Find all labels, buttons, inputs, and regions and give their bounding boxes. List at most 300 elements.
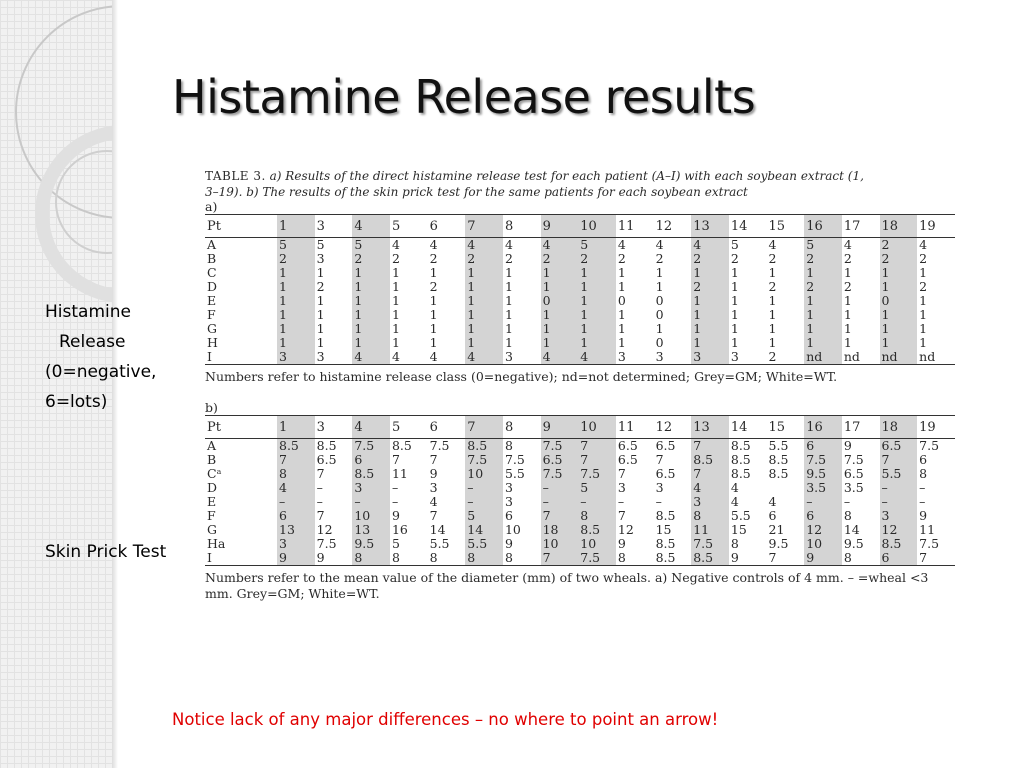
table-cell: 8 xyxy=(616,551,654,566)
patient-label: Cᵃ xyxy=(207,467,222,481)
table-cell: 1 xyxy=(465,266,503,280)
table-cell: 4 xyxy=(768,495,777,509)
table-row xyxy=(205,551,955,566)
table-cell: 3 xyxy=(277,350,315,365)
table-cell: 12 xyxy=(804,523,842,537)
table-cell: 1 xyxy=(804,266,842,280)
table-cell: – xyxy=(919,481,926,495)
table-cell: 2 xyxy=(541,252,579,266)
table-cell: 1 xyxy=(316,266,325,280)
column-header: 10 xyxy=(578,416,616,439)
table-cell: – xyxy=(465,495,503,509)
table-cell: 3 xyxy=(655,481,664,495)
table-cell: 6 xyxy=(277,509,315,523)
column-header: 15 xyxy=(767,215,805,238)
table-cell: 7 xyxy=(691,467,729,481)
column-header: 8 xyxy=(503,416,541,439)
table-cell: 4 xyxy=(541,238,579,253)
table-row xyxy=(205,453,955,467)
table-cell: 1 xyxy=(465,280,503,294)
table-header-row xyxy=(205,215,955,238)
table-caption-line: 3–19). b) The results of the skin prick test for the same patients for each soybean extract xyxy=(205,185,748,199)
table-caption xyxy=(205,168,955,200)
table-cell: 2 xyxy=(429,252,438,266)
table-cell: 1 xyxy=(880,336,918,350)
table-cell: 1 xyxy=(541,266,579,280)
table-cell: 14 xyxy=(429,523,446,537)
table-cell: 2 xyxy=(617,252,626,266)
column-header: 6 xyxy=(428,215,466,238)
table-cell: – xyxy=(880,481,918,495)
table-cell: 0 xyxy=(655,308,664,322)
table-cell: 10 xyxy=(465,467,503,481)
table-cell: 1 xyxy=(429,308,438,322)
table-cell: 6.5 xyxy=(316,453,337,467)
table-cell: 8 xyxy=(691,509,729,523)
table-cell: 1 xyxy=(919,266,928,280)
table-cell: 9 xyxy=(504,537,513,551)
table-row xyxy=(205,495,955,509)
table-cell: 4 xyxy=(391,237,400,252)
table-cell: 1 xyxy=(880,322,918,336)
table-row xyxy=(205,238,955,253)
table-cell: 8 xyxy=(843,509,852,523)
table-cell: – xyxy=(391,481,399,495)
table-cell: 1 xyxy=(804,336,842,350)
table-cell: 2 xyxy=(578,252,616,266)
table-cell: 1 xyxy=(843,336,852,350)
table-cell: 8.5 xyxy=(352,467,390,481)
table-cell: 1 xyxy=(730,280,739,294)
table-cell: 4 xyxy=(428,350,466,365)
column-header: 19 xyxy=(917,215,955,238)
table-cell: 7.5 xyxy=(541,467,579,481)
table-cell: 9 xyxy=(729,551,767,566)
table-cell: 1 xyxy=(617,336,626,350)
table-cell: 4 xyxy=(277,481,315,495)
table-cell: 4 xyxy=(655,237,664,252)
column-header: 9 xyxy=(541,215,579,238)
patient-label: G xyxy=(207,523,217,537)
table-number: TABLE 3. xyxy=(205,169,266,183)
table-cell: 8.5 xyxy=(391,438,412,453)
table-cell: 1 xyxy=(655,322,664,336)
table-cell: 10 xyxy=(578,537,616,551)
table-cell: 7 xyxy=(767,551,805,566)
table-cell: 1 xyxy=(691,294,729,308)
footer-note: Notice lack of any major differences – no where to point an arrow! xyxy=(172,710,719,729)
table-cell: – xyxy=(465,481,503,495)
table-cell: 9 xyxy=(804,551,842,566)
table-cell: 3.5 xyxy=(804,481,842,495)
table-cell: – xyxy=(919,495,926,509)
column-header: 3 xyxy=(315,416,353,439)
column-header: 14 xyxy=(729,215,767,238)
column-header: 5 xyxy=(390,416,428,439)
table-cell: nd xyxy=(880,350,918,365)
table-cell: 1 xyxy=(617,266,626,280)
table-cell: 7.5 xyxy=(541,439,579,454)
table-cell: 1 xyxy=(391,294,400,308)
table-cell: 6.5 xyxy=(843,467,864,481)
table-cell: 1 xyxy=(316,322,325,336)
table-cell: 8.5 xyxy=(768,453,789,467)
table-caption-line: a) Results of the direct histamine release test for each patient (A–I) with each soybean extract (1, xyxy=(269,169,864,183)
patient-label: D xyxy=(207,280,218,294)
table-cell: 7 xyxy=(917,551,955,566)
column-header: 7 xyxy=(465,215,503,238)
table-cell: 1 xyxy=(730,266,739,280)
table-cell: 7.5 xyxy=(691,537,729,551)
table-cell: 5.5 xyxy=(730,509,751,523)
table-cell: 1 xyxy=(316,336,325,350)
patient-label: H xyxy=(207,336,218,350)
column-header: 13 xyxy=(691,215,729,238)
table-cell: 7.5 xyxy=(804,453,842,467)
table-cell: 8 xyxy=(465,551,503,566)
table-cell: 4 xyxy=(730,481,739,495)
table-cell: 1 xyxy=(277,322,315,336)
section-a-label: a) xyxy=(205,199,218,214)
table-cell: 1 xyxy=(578,280,616,294)
table-cell: 8.5 xyxy=(654,551,692,566)
table-cell: 8.5 xyxy=(730,467,751,481)
table-cell: – xyxy=(655,495,662,509)
patient-label: E xyxy=(207,294,217,308)
table-cell: 7 xyxy=(655,453,664,467)
table-cell: 0 xyxy=(655,336,664,350)
table-cell: 1 xyxy=(730,336,739,350)
table-cell: – xyxy=(316,481,323,495)
table-cell: 1 xyxy=(843,308,852,322)
table-cell: 8 xyxy=(277,467,315,481)
column-header: 6 xyxy=(428,416,466,439)
table-cell: 8.5 xyxy=(730,438,751,453)
table-cell: 0 xyxy=(655,294,664,308)
table-cell: 7 xyxy=(429,509,438,523)
table-cell: 4 xyxy=(691,238,729,253)
table-cell: 2 xyxy=(429,280,438,294)
table-cell: 9 xyxy=(391,509,400,523)
table-cell: 4 xyxy=(843,237,852,252)
table-cell: 1 xyxy=(880,266,918,280)
table-cell: 7.5 xyxy=(352,439,390,454)
table-cell: 5 xyxy=(578,238,616,253)
table-cell: 3 xyxy=(617,481,626,495)
table-cell: – xyxy=(843,495,851,509)
table-row xyxy=(205,308,955,322)
table-cell: 8.5 xyxy=(880,537,918,551)
table-cell: – xyxy=(617,495,625,509)
table-cell: 9.5 xyxy=(843,537,864,551)
table-cell: 1 xyxy=(504,294,513,308)
table-cell: 12 xyxy=(316,523,333,537)
table-cell: 5 xyxy=(465,509,503,523)
column-header: 8 xyxy=(503,215,541,238)
column-header: 15 xyxy=(767,416,805,439)
table-cell: 2 xyxy=(655,252,664,266)
slide-title: Histamine Release results xyxy=(172,70,756,124)
table-row xyxy=(205,322,955,336)
table-cell: 1 xyxy=(804,294,842,308)
table-cell: 1 xyxy=(465,336,503,350)
table-cell: 7 xyxy=(316,467,325,481)
table-row xyxy=(205,294,955,308)
table-cell: 4 xyxy=(429,237,438,252)
patient-label: A xyxy=(207,237,217,252)
table-row xyxy=(205,481,955,495)
table-cell: 4 xyxy=(768,237,777,252)
table-cell: 5 xyxy=(730,237,739,252)
table-cell: – xyxy=(541,481,579,495)
table-cell: 7.5 xyxy=(465,453,503,467)
table-cell: 1 xyxy=(768,294,777,308)
skin-prick-test-table xyxy=(205,415,955,566)
table-cell: 2 xyxy=(767,350,805,365)
table-cell: 8.5 xyxy=(691,453,729,467)
table-cell: 2 xyxy=(919,280,928,294)
table-cell: 3.5 xyxy=(843,481,864,495)
column-header: 3 xyxy=(315,215,353,238)
table-cell: 7.5 xyxy=(504,453,525,467)
table-cell: 3 xyxy=(616,350,654,365)
table-row xyxy=(205,280,955,294)
column-header: 18 xyxy=(880,215,918,238)
table-cell: 10 xyxy=(541,537,579,551)
table-cell: 6 xyxy=(804,509,842,523)
table-cell: 5.5 xyxy=(880,467,918,481)
table-cell: 7 xyxy=(277,453,315,467)
column-header: 7 xyxy=(465,416,503,439)
table-cell: 6.5 xyxy=(880,439,918,454)
table-cell: 1 xyxy=(429,336,438,350)
table-cell: 1 xyxy=(691,322,729,336)
table-cell: 6.5 xyxy=(617,453,638,467)
table-cell: 7 xyxy=(578,439,616,454)
table-cell: 1 xyxy=(541,308,579,322)
table-cell: 8 xyxy=(504,438,513,453)
table-cell: 5 xyxy=(316,237,325,252)
table-cell: 8.5 xyxy=(655,509,676,523)
table-row xyxy=(205,523,955,537)
table-cell: 1 xyxy=(843,322,852,336)
table-cell: 4 xyxy=(578,350,616,365)
table-cell: 1 xyxy=(465,308,503,322)
table-header-row xyxy=(205,416,955,439)
table-cell: 1 xyxy=(541,280,579,294)
table-cell: 1 xyxy=(578,336,616,350)
table-cell: 7 xyxy=(880,453,918,467)
table-cell: 1 xyxy=(277,294,315,308)
column-header: Pt xyxy=(205,215,277,238)
table-cell: 15 xyxy=(655,523,672,537)
table-cell: 3 xyxy=(880,509,918,523)
skin-prick-test-label: Skin Prick Test xyxy=(45,542,167,562)
table-cell: 2 xyxy=(880,238,918,253)
table-cell: 1 xyxy=(352,322,390,336)
table-cell: 8 xyxy=(352,551,390,566)
table-cell: 4 xyxy=(390,350,428,365)
table-cell: 1 xyxy=(541,336,579,350)
table-cell: 1 xyxy=(391,280,400,294)
table-cell: 9.5 xyxy=(352,537,390,551)
table-cell: 1 xyxy=(352,336,390,350)
table-cell: 5 xyxy=(352,238,390,253)
table-cell: 3 xyxy=(729,350,767,365)
table-cell: nd xyxy=(804,350,842,365)
table-cell: 1 xyxy=(578,308,616,322)
table-cell: 1 xyxy=(504,322,513,336)
table-cell: 1 xyxy=(730,308,739,322)
table-cell: 7.5 xyxy=(429,438,450,453)
table-cell: 2 xyxy=(691,280,729,294)
table-cell: 4 xyxy=(730,495,739,509)
table-cell: 1 xyxy=(804,322,842,336)
table-cell: 5 xyxy=(391,537,400,551)
column-header: 13 xyxy=(691,416,729,439)
patient-label: Ha xyxy=(207,537,226,551)
table-cell: 6 xyxy=(768,509,777,523)
section-b-label: b) xyxy=(205,400,218,415)
table-cell: 7.5 xyxy=(919,537,940,551)
table-cell xyxy=(767,481,805,495)
table-cell: 1 xyxy=(277,266,315,280)
table-cell: 9 xyxy=(315,551,353,566)
table-cell: 1 xyxy=(429,322,438,336)
column-header: 16 xyxy=(804,416,842,439)
column-header: 11 xyxy=(616,416,654,439)
table-cell: 1 xyxy=(277,308,315,322)
table-cell: 8.5 xyxy=(655,537,676,551)
table-cell: nd xyxy=(842,350,880,365)
table-cell: 6.5 xyxy=(655,438,676,453)
table-cell: 8.5 xyxy=(277,439,315,454)
table-cell: 3 xyxy=(352,481,390,495)
table-cell: 6 xyxy=(352,453,390,467)
table-cell: 2 xyxy=(730,252,739,266)
table-cell: 7.5 xyxy=(316,537,337,551)
table-cell: 7 xyxy=(617,467,626,481)
table-cell: 3 xyxy=(316,252,325,266)
table-cell: 2 xyxy=(843,280,852,294)
patient-label: A xyxy=(207,438,217,453)
column-header: 14 xyxy=(729,416,767,439)
table-cell: 1 xyxy=(277,280,315,294)
patient-label: B xyxy=(207,252,217,266)
table-cell: 2 xyxy=(804,252,842,266)
table-cell: 3 xyxy=(504,495,513,509)
table-cell: 14 xyxy=(843,523,860,537)
table-cell: – xyxy=(880,495,918,509)
table-cell: 1 xyxy=(919,294,928,308)
table-cell: 1 xyxy=(617,322,626,336)
table-cell: 2 xyxy=(804,280,842,294)
table-cell: 1 xyxy=(429,266,438,280)
table-cell: 3 xyxy=(315,350,353,365)
table-cell: – xyxy=(578,495,616,509)
table-cell: 1 xyxy=(843,266,852,280)
table-cell: 9 xyxy=(429,467,438,481)
table-cell: 0 xyxy=(880,294,918,308)
table-cell: – xyxy=(352,495,390,509)
table-cell: 1 xyxy=(504,266,513,280)
table-cell: 3 xyxy=(691,495,729,509)
table-cell: 2 xyxy=(277,252,315,266)
table-cell: 0 xyxy=(617,294,626,308)
table-cell: 4 xyxy=(504,237,513,252)
table-cell: 6.5 xyxy=(541,453,579,467)
patient-label: I xyxy=(205,350,277,365)
table-cell: 11 xyxy=(919,523,936,537)
table-cell: 9 xyxy=(919,509,928,523)
patient-label: D xyxy=(207,481,218,495)
table-cell: 13 xyxy=(277,523,315,537)
table-row xyxy=(205,509,955,523)
table-cell: 1 xyxy=(391,336,400,350)
column-header: 17 xyxy=(842,215,880,238)
table-cell: 8.5 xyxy=(730,453,751,467)
table-cell: 1 xyxy=(919,308,928,322)
table-cell: 3 xyxy=(503,350,541,365)
table-cell: 11 xyxy=(391,467,408,481)
table-cell: 2 xyxy=(465,252,503,266)
table-cell: 1 xyxy=(880,280,918,294)
table-cell: 1 xyxy=(352,266,390,280)
column-header: Pt xyxy=(205,416,277,439)
table-cell: 14 xyxy=(465,523,503,537)
table-cell: 1 xyxy=(578,294,616,308)
table-cell: 13 xyxy=(352,523,390,537)
table-cell: 1 xyxy=(391,322,400,336)
table-row xyxy=(205,266,955,280)
table-cell: 1 xyxy=(768,336,777,350)
table-cell: 5 xyxy=(277,238,315,253)
table-cell: 8 xyxy=(919,467,928,481)
table-cell: 1 xyxy=(655,280,664,294)
table-cell: 0 xyxy=(541,294,579,308)
column-header: 12 xyxy=(654,215,692,238)
table-a-note: Numbers refer to histamine release class (0=negative); nd=not determined; Grey=GM; White=WT. xyxy=(205,369,838,384)
table-cell: 9 xyxy=(277,551,315,566)
table-cell: – xyxy=(316,495,323,509)
table-cell: 7.5 xyxy=(843,453,864,467)
column-header: 1 xyxy=(277,416,315,439)
column-header: 12 xyxy=(654,416,692,439)
table-cell: 9 xyxy=(843,438,852,453)
patient-label: E xyxy=(207,495,217,509)
table-cell: 1 xyxy=(277,336,315,350)
table-cell: 1 xyxy=(768,266,777,280)
patient-label: G xyxy=(207,322,217,336)
patient-label: F xyxy=(207,308,216,322)
patient-label: F xyxy=(207,509,216,523)
table-cell: 12 xyxy=(880,523,918,537)
table-cell: 4 xyxy=(352,350,390,365)
table-cell: 10 xyxy=(352,509,390,523)
table-3-figure xyxy=(205,168,955,602)
table-cell: 11 xyxy=(691,523,729,537)
table-cell: 8 xyxy=(390,551,428,566)
table-cell: 1 xyxy=(352,280,390,294)
table-cell: 8 xyxy=(730,537,739,551)
table-cell: 2 xyxy=(768,280,777,294)
table-cell: 6 xyxy=(880,551,918,566)
table-cell: 8.5 xyxy=(465,439,503,454)
table-cell: 7.5 xyxy=(578,551,616,566)
table-cell: 1 xyxy=(843,294,852,308)
table-cell: 8.5 xyxy=(768,467,789,481)
table-cell: 2 xyxy=(843,252,852,266)
